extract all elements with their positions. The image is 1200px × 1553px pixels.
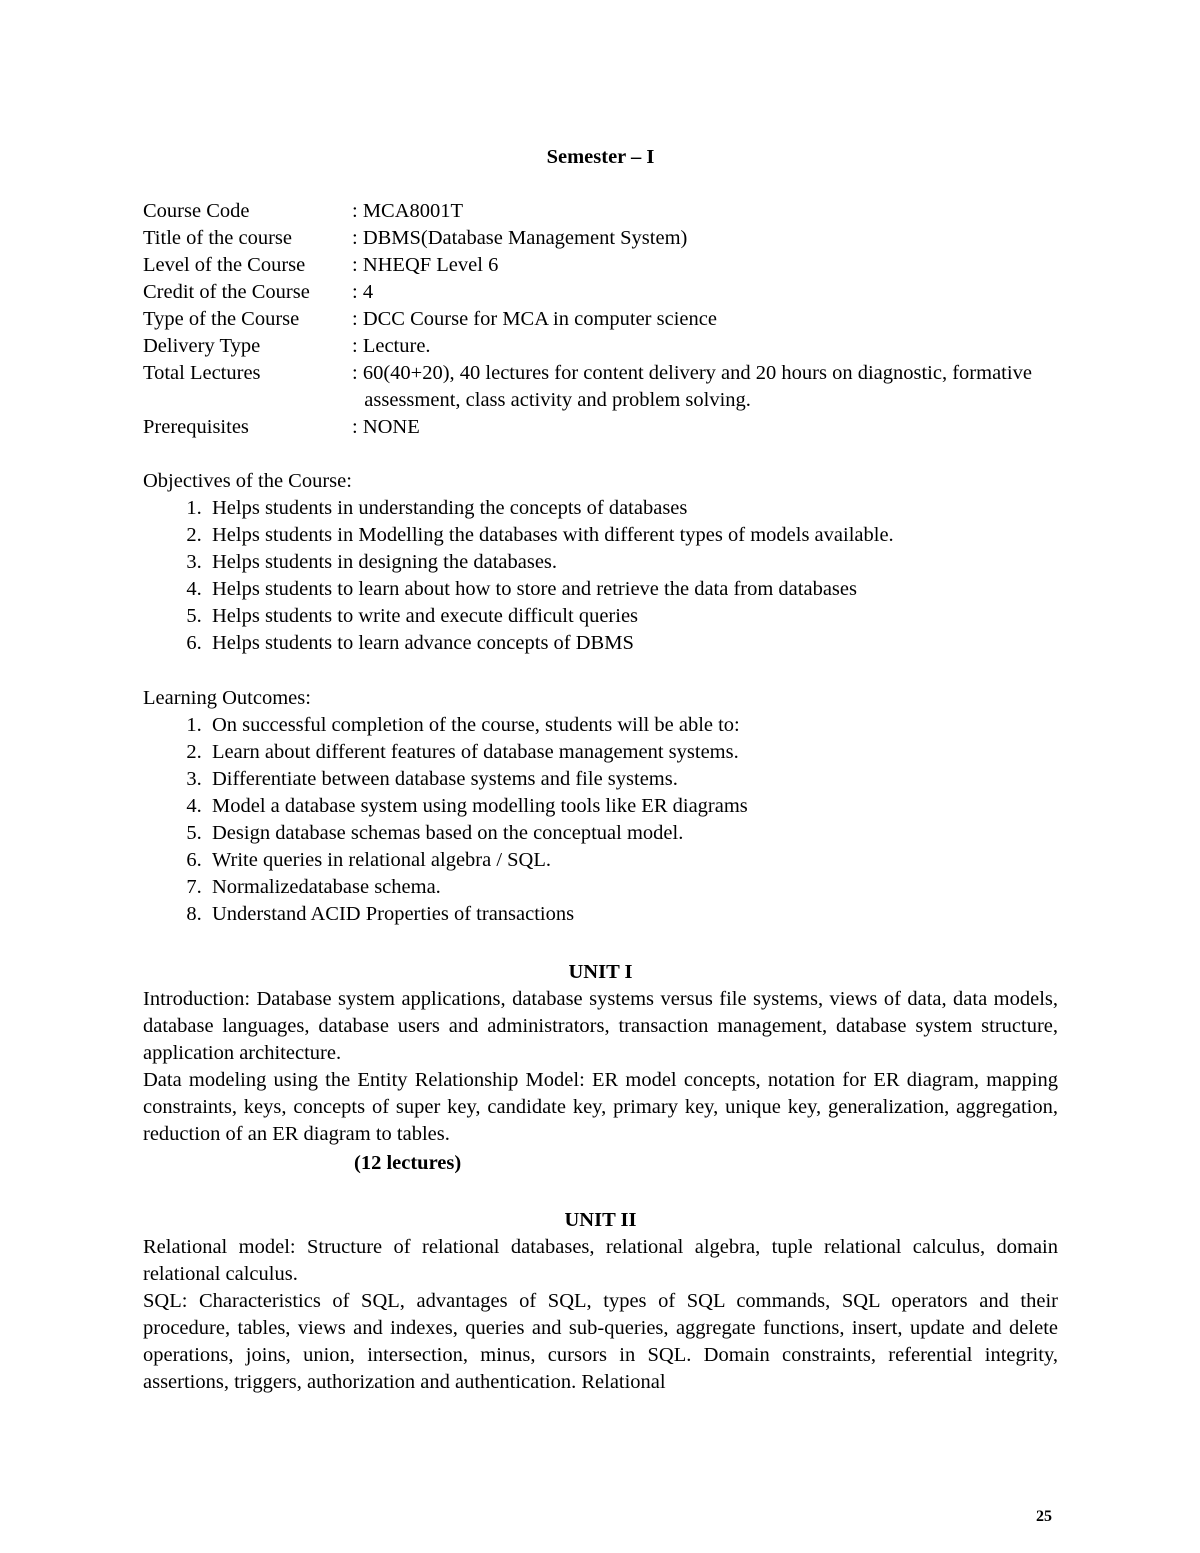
list-item-text: Learn about different features of database management systems.	[212, 741, 739, 763]
list-item: 3. Helps students in designing the databases.	[143, 549, 894, 576]
course-info-value: : DBMS(Database Management System)	[352, 227, 688, 249]
list-item-text: Model a database system using modelling tools like ER diagrams	[212, 795, 748, 817]
unit1-paragraph-2: Data modeling using the Entity Relationship Model: ER model concepts, notation for ER diagram, mapping constraints, keys, concepts of super key, candidate key, primary key, unique key, generalization, aggregation, reduction of an ER diagram to tables.	[143, 1069, 1058, 1145]
course-info-label: Prerequisites	[143, 416, 249, 438]
course-info-label: Credit of the Course	[143, 281, 310, 303]
objectives-list	[143, 495, 894, 657]
course-info-row	[143, 198, 1058, 225]
unit1-lectures: (12 lectures)	[354, 1152, 462, 1174]
unit2-title: UNIT II	[564, 1209, 637, 1231]
list-item: 7. Normalizedatabase schema.	[143, 874, 748, 901]
course-info-value: : 60(40+20), 40 lectures for content delivery and 20 hours on diagnostic, formative assessment, class activity and problem solving.	[352, 362, 1032, 411]
unit1-title: UNIT I	[568, 961, 633, 983]
course-info-value: : Lecture.	[352, 335, 431, 357]
course-info-label: Total Lectures	[143, 362, 261, 384]
semester-heading: Semester – I	[546, 146, 655, 168]
course-info-value: : NHEQF Level 6	[352, 254, 499, 276]
list-item-text: Helps students to write and execute difficult queries	[212, 605, 639, 627]
list-item: 1. On successful completion of the course, students will be able to:	[143, 712, 748, 739]
course-info-row	[143, 414, 1058, 441]
list-item-text: On successful completion of the course, students will be able to:	[212, 714, 740, 736]
course-info-row	[143, 306, 1058, 333]
list-item-text: Differentiate between database systems and file systems.	[212, 768, 678, 790]
list-item-text: Write queries in relational algebra / SQL.	[212, 849, 552, 871]
outcomes-title: Learning Outcomes:	[143, 687, 311, 709]
course-info-value: : MCA8001T	[352, 200, 464, 222]
course-info-label: Type of the Course	[143, 308, 300, 330]
course-info-row	[143, 225, 1058, 252]
course-info-row	[143, 252, 1058, 279]
list-item-text: Helps students to learn advance concepts of DBMS	[212, 632, 634, 654]
list-item: 5. Design database schemas based on the conceptual model.	[143, 820, 748, 847]
list-item: 5. Helps students to write and execute difficult queries	[143, 603, 894, 630]
course-info-row	[143, 279, 1058, 306]
list-item-text: Understand ACID Properties of transactions	[212, 903, 575, 925]
list-item: 6. Write queries in relational algebra / SQL.	[143, 847, 748, 874]
course-info-value: : NONE	[352, 416, 420, 438]
outcomes-list	[143, 712, 748, 928]
course-info-label: Course Code	[143, 200, 250, 222]
list-item: 2. Learn about different features of database management systems.	[143, 739, 748, 766]
unit1-paragraph-1: Introduction: Database system applications, database systems versus file systems, views of data, data models, database languages, database users and administrators, transaction management, database system structure, application architecture.	[143, 988, 1058, 1064]
list-item-text: Helps students in Modelling the databases with different types of models available.	[212, 524, 894, 546]
list-item: 2. Helps students in Modelling the databases with different types of models available.	[143, 522, 894, 549]
course-info-label: Title of the course	[143, 227, 292, 249]
course-info-value: : DCC Course for MCA in computer science	[352, 308, 717, 330]
course-info-row	[143, 360, 1058, 414]
page-number: 25	[1036, 1508, 1052, 1525]
unit2-paragraph-1: Relational model: Structure of relational databases, relational algebra, tuple relational calculus, domain relational calculus.	[143, 1236, 1058, 1285]
objectives-title: Objectives of the Course:	[143, 470, 352, 492]
list-item-text: Design database schemas based on the conceptual model.	[212, 822, 684, 844]
list-item-text: Helps students to learn about how to store and retrieve the data from databases	[212, 578, 857, 600]
list-item: 1. Helps students in understanding the concepts of databases	[143, 495, 894, 522]
course-info	[143, 198, 1058, 441]
course-info-row	[143, 333, 1058, 360]
course-info-label: Delivery Type	[143, 335, 261, 357]
course-info-value: : 4	[352, 281, 374, 303]
list-item-text: Helps students in designing the databases.	[212, 551, 558, 573]
list-item: 4. Model a database system using modelling tools like ER diagrams	[143, 793, 748, 820]
list-item-text: Helps students in understanding the concepts of databases	[212, 497, 688, 519]
list-item: 8. Understand ACID Properties of transactions	[143, 901, 748, 928]
list-item: 6. Helps students to learn advance concepts of DBMS	[143, 630, 894, 657]
unit2-paragraph-2: SQL: Characteristics of SQL, advantages of SQL, types of SQL commands, SQL operators and their procedure, tables, views and indexes, queries and sub-queries, aggregate functions, insert, update and delete operations, joins, union, intersection, minus, cursors in SQL. Domain constraints, referential integrity, assertions, triggers, authorization and authentication. Relational	[143, 1290, 1058, 1393]
list-item: 4. Helps students to learn about how to store and retrieve the data from databases	[143, 576, 894, 603]
course-info-label: Level of the Course	[143, 254, 306, 276]
list-item: 3. Differentiate between database systems and file systems.	[143, 766, 748, 793]
list-item-text: Normalizedatabase schema.	[212, 876, 441, 898]
